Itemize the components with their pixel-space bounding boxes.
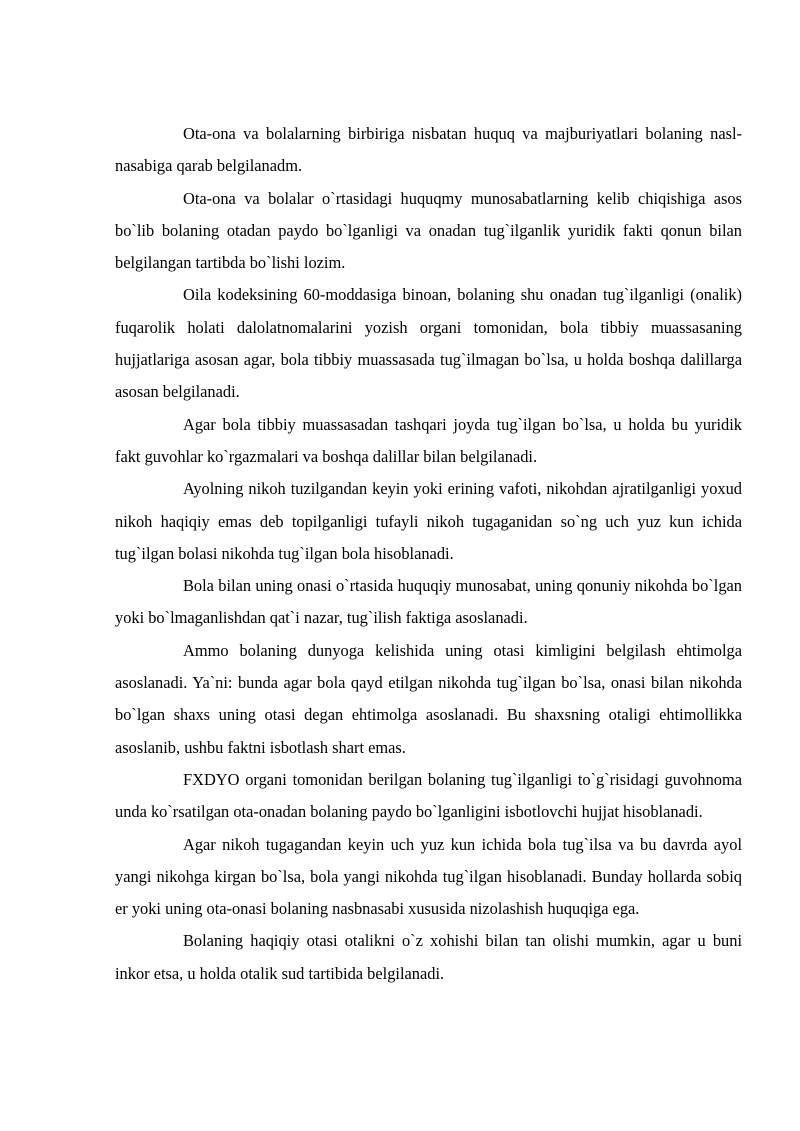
paragraph-9: Agar nikoh tugagandan keyin uch yuz kun ichida bola tug`ilsa va bu davrda ayol yangi nikohga kirgan bo`lsa, bola yangi nikohda tug`ilgan hisoblanadi. Bunday hollarda sobiq er yoki uning ota-onasi bolaning nasbnasabi xususida nizolashish huquqiga ega. <box>115 834 742 919</box>
paragraph-2: Ota-ona va bolalar o`rtasidagi huquqmy munosabatlarning kelib chiqishiga asos bo`lib bolaning otadan paydo bo`lganligi va onadan tug`ilganlik yuridik fakti qonun bilan belgilangan tartibda bo`lishi lozim. <box>115 188 742 273</box>
paragraph-3: Oila kodeksining 60-moddasiga binoan, bolaning shu onadan tug`ilganligi (onalik) fuqarolik holati dalolatnomalarini yozish organi tomonidan, bola tibbiy muassasaning hujjatlariga asosan agar, bola tibbiy muassasada tug`ilmagan bo`lsa, u holda boshqa dalillarga asosan belgilanadi. <box>115 285 742 402</box>
paragraph-4: Agar bola tibbiy muassasadan tashqari joyda tug`ilgan bo`lsa, u holda bu yuridik fakt guvohlar ko`rgazmalari va boshqa dalillar bilan belgilanadi. <box>115 414 742 466</box>
paragraph-5: Ayolning nikoh tuzilgandan keyin yoki erining vafoti, nikohdan ajratilganligi yoxud nikoh haqiqiy emas deb topilganligi tufayli nikoh tugaganidan so`ng uch yuz kun ichida tug`ilgan bolasi nikohda tug`ilgan bola hisoblanadi. <box>115 479 742 563</box>
paragraph-7: Ammo bolaning dunyoga kelishida uning otasi kimligini belgilash ehtimolga asoslanadi. Ya`ni: bunda agar bola qayd etilgan nikohda tug`ilgan bo`lsa, onasi bilan nikohda bo`lgan shaxs uning otasi degan ehtimolga asoslanadi. Bu shaxsning otaligi ehtimollikka asoslanib, ushbu faktni isbotlash shart emas. <box>115 640 742 757</box>
document-page <box>115 118 742 990</box>
paragraph-1: Ota-ona va bolalarning birbiriga nisbatan huquq va majburiyatlari bolaning nasl-nasabiga qarab belgilanadm. <box>115 124 742 176</box>
paragraph-8: FXDYO organi tomonidan berilgan bolaning tug`ilganligi to`g`risidagi guvohnoma unda ko`rsatilgan ota-onadan bolaning paydo bo`lganligini isbotlovchi hujjat hisoblanadi. <box>115 769 742 822</box>
paragraph-10: Bolaning haqiqiy otasi otalikni o`z xohishi bilan tan olishi mumkin, agar u buni inkor etsa, u holda otalik sud tartibida belgilanadi. <box>115 931 742 983</box>
paragraph-6: Bola bilan uning onasi o`rtasida huquqiy munosabat, uning qonuniy nikohda bo`lgan yoki bo`lmaganlishdan qat`i nazar, tug`ilish faktiga asoslanadi. <box>115 576 742 628</box>
